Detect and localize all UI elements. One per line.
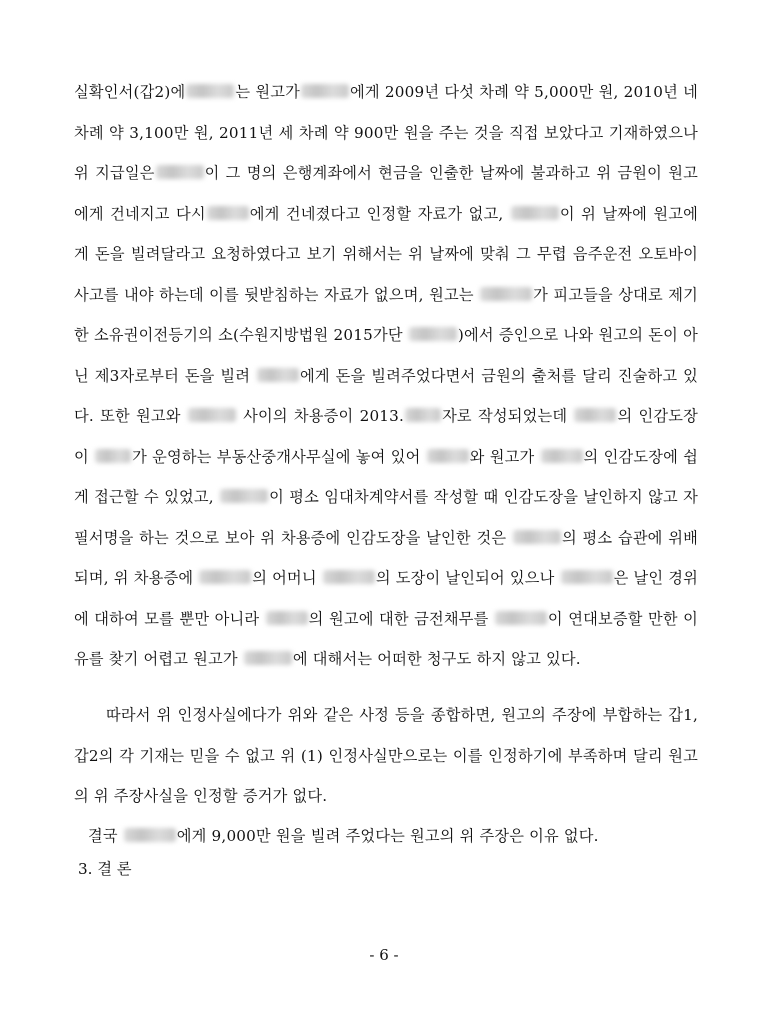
redacted-name (257, 368, 299, 382)
redacted-name (199, 570, 251, 584)
redacted-name (511, 206, 559, 220)
text-segment: 이 그 명의 은행계좌에서 현금을 인출한 날짜에 불과하고 위 금원이 원고에게 건네지고 다시 (74, 164, 698, 223)
text-segment: 의 도장이 날인되어 있으나 (375, 569, 555, 587)
redacted-name (244, 651, 292, 665)
redacted-name (513, 530, 561, 544)
text-segment: 이 위 날짜에 원고에게 돈을 빌려달라고 요청하였다고 보기 위해서는 위 날짜에 맞춰 그 무렵 음주운전 오토바이 사고를 내야 하는데 이를 뒷받침하는 자료가 없으며, 원고는 (74, 204, 698, 304)
text-segment: 결국 (88, 827, 118, 845)
redacted-name (301, 84, 349, 98)
text-segment: 에게 돈을 빌려주었다면서 금원의 출처를 달리 진술하고 있다. 또한 원고와 (74, 366, 698, 425)
redacted-name (186, 84, 234, 98)
text-segment: 사이의 차용증이 2013. (243, 407, 405, 425)
paragraph-reasoning (74, 72, 698, 680)
redacted-name (495, 611, 547, 625)
redacted-date (405, 408, 441, 422)
redacted-name (95, 449, 131, 463)
text-segment: 에게 9,000만 원을 빌려 주었다는 원고의 위 주장은 이유 없다. (176, 827, 599, 845)
text-segment: 자로 작성되었는데 (442, 407, 568, 425)
text-segment: 에게 건네졌다고 인정할 자료가 없고, (249, 204, 504, 223)
text-segment: 가 운영하는 부동산중개사무실에 놓여 있어 (132, 447, 421, 466)
text-segment: 실확인서(갑2)에 (74, 83, 186, 101)
redacted-name (207, 206, 249, 220)
paragraph-result (74, 816, 698, 857)
redacted-case-number (409, 327, 457, 341)
redacted-name (480, 287, 532, 301)
text-segment: 이 연대보증할 만한 이유를 찾기 어렵고 원고가 (74, 609, 699, 668)
text-segment: 는 원고가 (235, 83, 300, 101)
text-segment: 은 날인 경위에 대하여 모를 뿐만 아니라 (74, 569, 699, 628)
text-segment: 의 원고에 대한 금전채무를 (308, 609, 489, 628)
text-segment: 이 평소 임대차계약서를 작성할 때 인감도장을 날인하지 않고 자필서명을 하는 것으로 보아 위 차용증에 인감도장을 날인한 것은 (74, 488, 698, 547)
redacted-name (323, 570, 375, 584)
text-segment: 의 어머니 (252, 569, 317, 587)
paragraph-conclusion-reasoning: 따라서 위 인정사실에다가 위와 같은 사정 등을 종합하면, 원고의 주장에 부합하는 갑1, 갑2의 각 기재는 믿을 수 없고 위 (1) 인정사실만으로는 이를 인정하기에 부족하며 달리 원고의 위 주장사실을 인정할 증거가 없다. (74, 706, 698, 805)
text-segment: 에 대해서는 어떠한 청구도 하지 않고 있다. (292, 650, 581, 668)
page-number: - 6 - (369, 946, 399, 964)
redacted-name (220, 489, 268, 503)
text-segment: 의 인감도장이 (74, 407, 698, 466)
redacted-name (188, 408, 236, 422)
redacted-name (427, 449, 469, 463)
redacted-name (156, 165, 204, 179)
text-segment: 의 인감도장에 쉽게 접근할 수 있었고, (74, 447, 698, 506)
redacted-name (561, 570, 613, 584)
redacted-name (541, 449, 583, 463)
text-segment: 가 피고들을 상대로 제기한 소유권이전등기의 소(수원지방법원 2015가단 (74, 285, 699, 344)
redacted-name (266, 611, 308, 625)
text-segment: )에서 증인으로 나와 원고의 돈이 아닌 제3자로부터 돈을 빌려 (74, 326, 698, 385)
text-segment: 에게 2009년 다섯 차례 약 5,000만 원, 2010년 네 차례 약 3,100만 원, 2011년 세 차례 약 900만 원을 주는 것을 직접 보았다고 기재하였으나 위 지급일은 (74, 83, 698, 182)
section-heading: 3. 결 론 (78, 860, 132, 878)
redacted-name (124, 828, 176, 842)
text-segment: 의 평소 습관에 위배되며, 위 차용증에 (74, 528, 698, 587)
text-segment: 와 원고가 (469, 447, 535, 466)
redacted-name (574, 408, 616, 422)
